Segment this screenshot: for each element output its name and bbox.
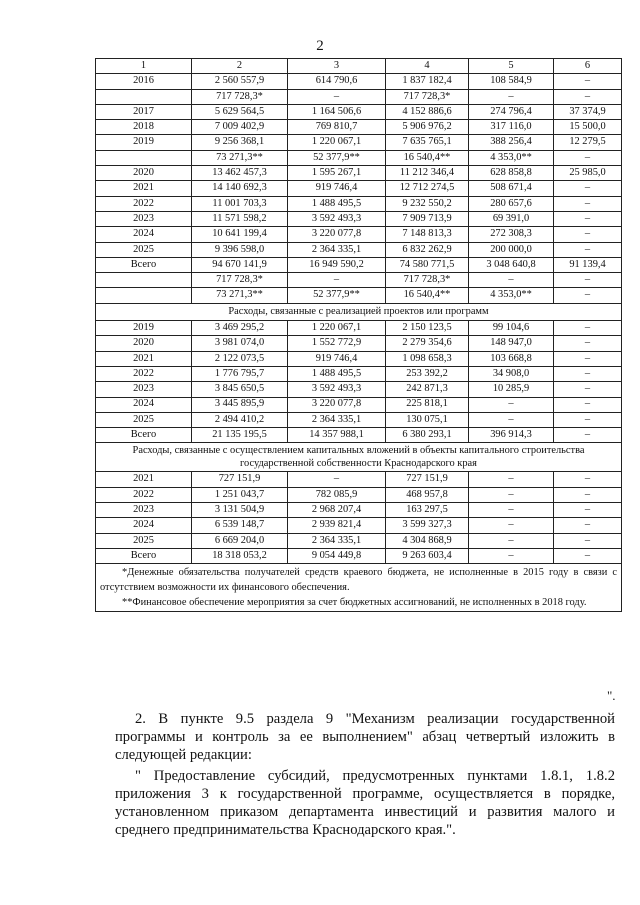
table-cell: 7 009 402,9 <box>192 120 288 135</box>
table-cell: 272 308,3 <box>469 227 554 242</box>
table-cell: 9 054 449,8 <box>288 548 386 563</box>
table-cell: 2 279 354,6 <box>386 336 469 351</box>
table-cell: – <box>469 487 554 502</box>
table-cell: 2 122 073,5 <box>192 351 288 366</box>
table-cell: 148 947,0 <box>469 336 554 351</box>
table-cell: – <box>554 74 622 89</box>
table-cell: 5 <box>469 59 554 74</box>
table-cell: 2024 <box>96 397 192 412</box>
table-cell: 2021 <box>96 351 192 366</box>
table-cell: 16 540,4** <box>386 288 469 303</box>
table-row <box>96 150 622 165</box>
table-cell: 717 728,3* <box>386 89 469 104</box>
table-cell: 163 297,5 <box>386 503 469 518</box>
table-cell: 11 571 598,2 <box>192 211 288 226</box>
table-cell: 6 669 204,0 <box>192 533 288 548</box>
table-cell: 1 488 495,5 <box>288 196 386 211</box>
table-cell: 5 906 976,2 <box>386 120 469 135</box>
table-cell: 2018 <box>96 120 192 135</box>
section-title: Расходы, связанные с реализацией проектов или программ <box>96 303 622 320</box>
table-row <box>96 472 622 487</box>
table-cell: – <box>554 211 622 226</box>
table-row <box>96 321 622 336</box>
table-cell: – <box>469 273 554 288</box>
table-cell: 2025 <box>96 412 192 427</box>
table-cell: 782 085,9 <box>288 487 386 502</box>
table-cell: – <box>554 321 622 336</box>
table-cell: – <box>554 89 622 104</box>
section-b-header <box>96 303 622 320</box>
table-cell: – <box>554 242 622 257</box>
table-row <box>96 227 622 242</box>
table-cell: 2025 <box>96 533 192 548</box>
table-cell: – <box>469 472 554 487</box>
table-cell: 3 220 077,8 <box>288 227 386 242</box>
table-cell: 11 001 703,3 <box>192 196 288 211</box>
table-cell: 52 377,9** <box>288 150 386 165</box>
table-cell <box>96 89 192 104</box>
table-cell: 14 357 988,1 <box>288 428 386 443</box>
table-row <box>96 518 622 533</box>
table-cell: 919 746,4 <box>288 181 386 196</box>
table-cell: 3 469 295,2 <box>192 321 288 336</box>
table-cell: – <box>554 472 622 487</box>
table-cell: 2020 <box>96 336 192 351</box>
table-row <box>96 351 622 366</box>
table-cell: 2020 <box>96 166 192 181</box>
table-cell: 74 580 771,5 <box>386 257 469 272</box>
table-row <box>96 181 622 196</box>
table-cell: 2 939 821,4 <box>288 518 386 533</box>
table-cell: 6 <box>554 59 622 74</box>
table-cell: 2025 <box>96 242 192 257</box>
paragraph-new-text: " Предоставление субсидий, предусмотренных пунктами 1.8.1, 1.8.2 приложения 3 к государственной программе, осуществляется в порядке, установленном приказом департамента инвестиций и развития малого и среднего предпринимательства Краснодарского края.". <box>115 768 615 838</box>
table-cell: 10 285,9 <box>469 382 554 397</box>
table-cell: 727 151,9 <box>192 472 288 487</box>
table-cell: – <box>554 412 622 427</box>
table-row <box>96 288 622 303</box>
table-row <box>96 120 622 135</box>
table-cell: 73 271,3** <box>192 150 288 165</box>
table-cell: 6 832 262,9 <box>386 242 469 257</box>
table-cell <box>96 273 192 288</box>
table-cell: – <box>554 503 622 518</box>
table-cell: 2023 <box>96 503 192 518</box>
table-cell: 2023 <box>96 382 192 397</box>
table-cell: 13 462 457,3 <box>192 166 288 181</box>
table-cell: 1 220 067,1 <box>288 321 386 336</box>
table-cell: 5 629 564,5 <box>192 104 288 119</box>
table-cell: 6 539 148,7 <box>192 518 288 533</box>
table-cell: – <box>554 227 622 242</box>
footnotes <box>96 564 622 612</box>
table-row <box>96 548 622 563</box>
table-cell: 94 670 141,9 <box>192 257 288 272</box>
table-cell: 242 871,3 <box>386 382 469 397</box>
table-cell: 3 131 504,9 <box>192 503 288 518</box>
table-cell: 2021 <box>96 181 192 196</box>
financing-table <box>95 58 622 612</box>
table-cell: – <box>469 412 554 427</box>
table-cell: 2021 <box>96 472 192 487</box>
table-row <box>96 89 622 104</box>
table-cell: 3 599 327,3 <box>386 518 469 533</box>
table-cell: 280 657,6 <box>469 196 554 211</box>
table-cell: – <box>554 382 622 397</box>
table-cell: 3 <box>288 59 386 74</box>
table-cell: 2024 <box>96 227 192 242</box>
table-cell: 3 445 895,9 <box>192 397 288 412</box>
table-cell: 73 271,3** <box>192 288 288 303</box>
page-number: 2 <box>316 38 324 54</box>
table-cell: – <box>554 181 622 196</box>
table-cell: 253 392,2 <box>386 366 469 381</box>
table-row <box>96 487 622 502</box>
table-cell: – <box>554 533 622 548</box>
table-cell: 1 098 658,3 <box>386 351 469 366</box>
table-cell: – <box>554 397 622 412</box>
table-cell: 2016 <box>96 74 192 89</box>
table-cell: 396 914,3 <box>469 428 554 443</box>
table-row <box>96 273 622 288</box>
table-cell: Всего <box>96 428 192 443</box>
table-cell: 1 <box>96 59 192 74</box>
table-cell: 200 000,0 <box>469 242 554 257</box>
table-cell: 614 790,6 <box>288 74 386 89</box>
table-cell: – <box>288 89 386 104</box>
table-cell: 4 152 886,6 <box>386 104 469 119</box>
table-cell: 12 712 274,5 <box>386 181 469 196</box>
table-cell: 1 595 267,1 <box>288 166 386 181</box>
table-cell: 2019 <box>96 321 192 336</box>
table-cell: – <box>469 518 554 533</box>
table-cell: 108 584,9 <box>469 74 554 89</box>
table-cell: 7 148 813,3 <box>386 227 469 242</box>
table-cell: 99 104,6 <box>469 321 554 336</box>
table-cell: 14 140 692,3 <box>192 181 288 196</box>
table-cell: 717 728,3* <box>192 89 288 104</box>
table-cell: 468 957,8 <box>386 487 469 502</box>
table-cell: 4 353,0** <box>469 288 554 303</box>
table-cell: 4 <box>386 59 469 74</box>
table-cell: 25 985,0 <box>554 166 622 181</box>
table-cell: 2019 <box>96 135 192 150</box>
table-cell: 37 374,9 <box>554 104 622 119</box>
table-cell: 16 540,4** <box>386 150 469 165</box>
table-cell: 3 220 077,8 <box>288 397 386 412</box>
table-cell: 3 048 640,8 <box>469 257 554 272</box>
table-cell: 628 858,8 <box>469 166 554 181</box>
header-row <box>96 59 622 74</box>
table-row <box>96 503 622 518</box>
footnote-1: *Денежные обязательства получателей средств краевого бюджета, не исполненные в 2015 году в связи с отсутствием возможности их финансового обеспечения. <box>100 567 617 594</box>
table-row <box>96 533 622 548</box>
table-cell: 2017 <box>96 104 192 119</box>
table-cell: 727 151,9 <box>386 472 469 487</box>
table-row <box>96 428 622 443</box>
table-cell: 1 251 043,7 <box>192 487 288 502</box>
table-cell: 21 135 195,5 <box>192 428 288 443</box>
table-cell: – <box>554 366 622 381</box>
table-cell: – <box>554 428 622 443</box>
table-row <box>96 397 622 412</box>
table-cell: 2 364 335,1 <box>288 242 386 257</box>
table-cell: 7 909 713,9 <box>386 211 469 226</box>
table-cell: 18 318 053,2 <box>192 548 288 563</box>
table-row <box>96 257 622 272</box>
table-cell: – <box>469 397 554 412</box>
table-cell: – <box>554 487 622 502</box>
footnote-2: **Финансовое обеспечение мероприятия за счет бюджетных ассигнований, не исполненных в 2018 году. <box>122 597 587 609</box>
table-cell: 9 232 550,2 <box>386 196 469 211</box>
table-cell: 919 746,4 <box>288 351 386 366</box>
table-cell: 69 391,0 <box>469 211 554 226</box>
table-cell: 717 728,3* <box>386 273 469 288</box>
table-row <box>96 211 622 226</box>
table-cell: 3 981 074,0 <box>192 336 288 351</box>
table-row <box>96 242 622 257</box>
table-cell: 1 552 772,9 <box>288 336 386 351</box>
table-cell: 2 364 335,1 <box>288 533 386 548</box>
table-cell: 769 810,7 <box>288 120 386 135</box>
table-cell: 103 668,8 <box>469 351 554 366</box>
table-cell: – <box>288 472 386 487</box>
closing-quote: ". <box>607 688 616 703</box>
table-cell: 12 279,5 <box>554 135 622 150</box>
table-row <box>96 166 622 181</box>
table-row <box>96 104 622 119</box>
table-cell: 1 776 795,7 <box>192 366 288 381</box>
table-row <box>96 412 622 427</box>
table-cell: 274 796,4 <box>469 104 554 119</box>
table-cell: 9 396 598,0 <box>192 242 288 257</box>
table-cell: 34 908,0 <box>469 366 554 381</box>
table-cell: 388 256,4 <box>469 135 554 150</box>
table-cell: – <box>469 548 554 563</box>
table-row <box>96 366 622 381</box>
section-title: Расходы, связанные с осуществлением капитальных вложений в объекты капитального строительства государственной собственности Краснодарского края <box>96 443 622 472</box>
table-cell: – <box>469 533 554 548</box>
table-cell: 7 635 765,1 <box>386 135 469 150</box>
table-cell: 2 968 207,4 <box>288 503 386 518</box>
table-cell: – <box>469 89 554 104</box>
table-cell: Всего <box>96 548 192 563</box>
table-cell: – <box>554 150 622 165</box>
table-cell: 4 304 868,9 <box>386 533 469 548</box>
table-cell: – <box>554 548 622 563</box>
table-cell: Всего <box>96 257 192 272</box>
table-cell: 2022 <box>96 487 192 502</box>
table-cell: 2 560 557,9 <box>192 74 288 89</box>
table-cell: 91 139,4 <box>554 257 622 272</box>
table-row <box>96 74 622 89</box>
table-cell: 15 500,0 <box>554 120 622 135</box>
table-cell: 6 380 293,1 <box>386 428 469 443</box>
table-row <box>96 135 622 150</box>
table-cell: 3 592 493,3 <box>288 211 386 226</box>
table-cell: 130 075,1 <box>386 412 469 427</box>
table-cell: – <box>554 336 622 351</box>
table-cell <box>96 288 192 303</box>
table-cell: – <box>554 351 622 366</box>
table-cell: – <box>554 518 622 533</box>
table-cell: 317 116,0 <box>469 120 554 135</box>
table-cell: 1 164 506,6 <box>288 104 386 119</box>
table-cell: 2 364 335,1 <box>288 412 386 427</box>
table-cell: 717 728,3* <box>192 273 288 288</box>
table-cell: 2022 <box>96 196 192 211</box>
table-cell: – <box>554 273 622 288</box>
table-cell: 2024 <box>96 518 192 533</box>
footnotes-row <box>96 564 622 612</box>
table-cell: 3 845 650,5 <box>192 382 288 397</box>
table-cell: – <box>554 288 622 303</box>
table-cell: 225 818,1 <box>386 397 469 412</box>
table-cell: 1 220 067,1 <box>288 135 386 150</box>
table-cell: 4 353,0** <box>469 150 554 165</box>
paragraph-amendment: 2. В пункте 9.5 раздела 9 "Механизм реализации государственной программы и контроль за ее выполнением" абзац четвертый изложить в следующей редакции: <box>115 711 615 763</box>
table-cell <box>96 150 192 165</box>
table-cell: 9 256 368,1 <box>192 135 288 150</box>
table-cell: 508 671,4 <box>469 181 554 196</box>
table-row <box>96 382 622 397</box>
table-cell: 9 263 603,4 <box>386 548 469 563</box>
table-cell: 1 837 182,4 <box>386 74 469 89</box>
table-cell: 52 377,9** <box>288 288 386 303</box>
table-cell: 2022 <box>96 366 192 381</box>
table-row <box>96 196 622 211</box>
table-cell: 2 494 410,2 <box>192 412 288 427</box>
table-cell: 3 592 493,3 <box>288 382 386 397</box>
table-cell: 2 <box>192 59 288 74</box>
table-cell: 11 212 346,4 <box>386 166 469 181</box>
table-cell: 2023 <box>96 211 192 226</box>
table-cell: 2 150 123,5 <box>386 321 469 336</box>
table-cell: 10 641 199,4 <box>192 227 288 242</box>
section-c-header <box>96 443 622 472</box>
table-cell: 1 488 495,5 <box>288 366 386 381</box>
table-cell: – <box>469 503 554 518</box>
table-cell: 16 949 590,2 <box>288 257 386 272</box>
table-cell: – <box>554 196 622 211</box>
table-row <box>96 336 622 351</box>
table-cell: – <box>288 273 386 288</box>
